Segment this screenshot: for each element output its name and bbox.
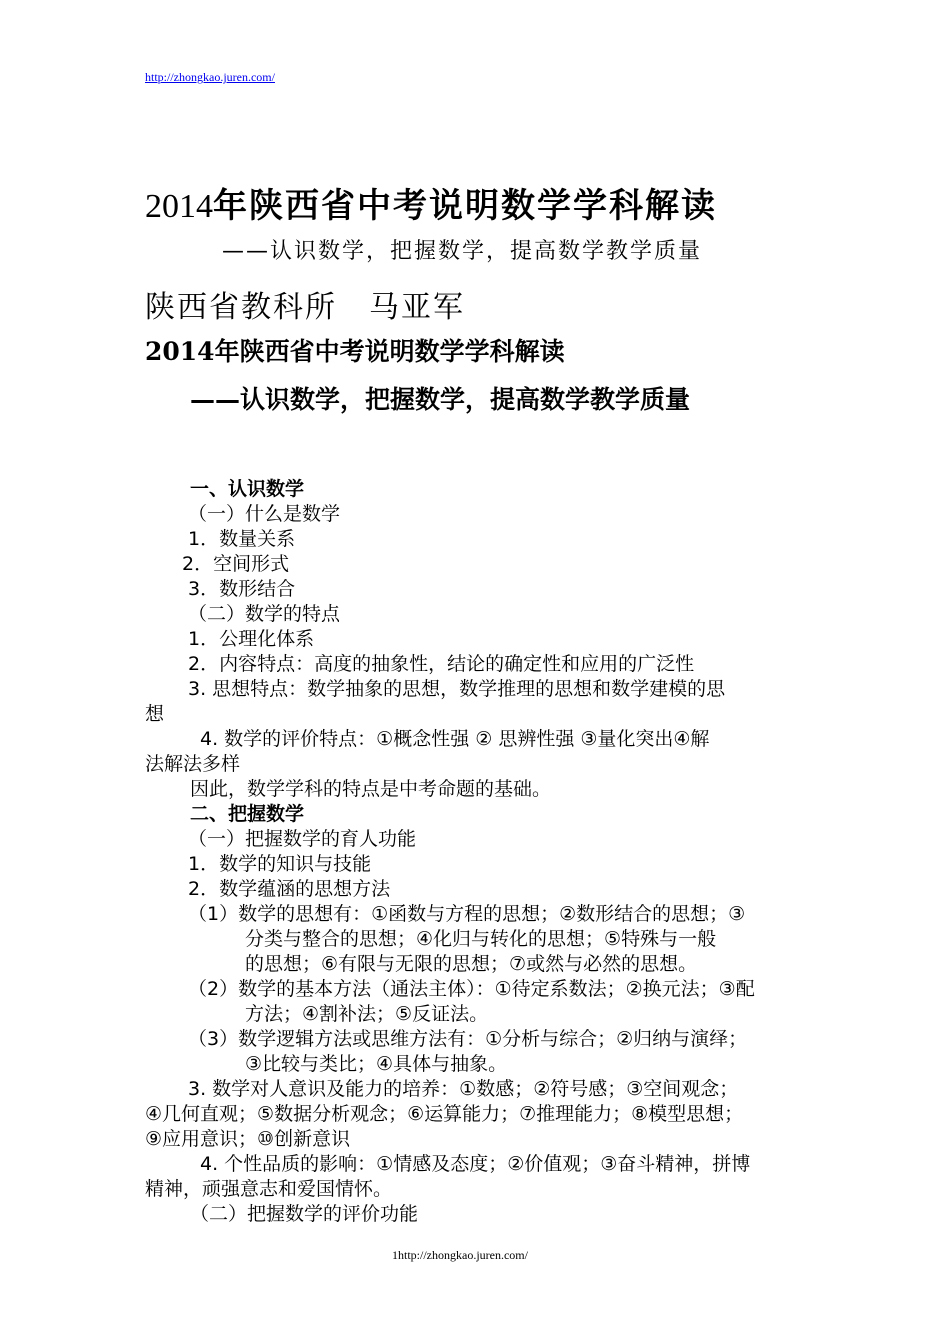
subsection-heading: （二）数学的特点 [188,603,341,625]
paragraph-line: ④几何直观；⑤数据分析观念；⑥运算能力；⑦推理能力；⑧模型思想； [145,1103,744,1125]
section-heading: 二、把握数学 [190,803,305,825]
doc-subtitle-bold: ——认识数学，把握数学，提高数学教学质量 [190,385,691,414]
paragraph-line: 分类与整合的思想；④化归与转化的思想；⑤特殊与一般 [245,928,717,950]
paragraph-line: （2）数学的基本方法（通法主体）：①待定系数法；②换元法；③配 [188,978,755,1000]
header-link[interactable]: http://zhongkao.juren.com/ [145,70,275,84]
title-year: 2014 [145,188,213,225]
list-item: 3．数形结合 [188,578,296,600]
author-line: 陕西省教科所 马亚军 [145,290,465,325]
list-item: 2．数学蕴涵的思想方法 [188,878,391,900]
paragraph-line: （1）数学的思想有：①函数与方程的思想；②数形结合的思想；③ [188,903,746,925]
doc-subtitle: ——认识数学，把握数学，提高数学教学质量 [222,239,703,264]
paragraph-line: 精神，顽强意志和爱国情怀。 [145,1178,393,1200]
subsection-heading: （一）把握数学的育人功能 [188,828,417,850]
title-text: 年陕西省中考说明数学学科解读 [213,186,717,226]
list-item: 1．数学的知识与技能 [188,853,372,875]
list-item: 2．空间形式 [182,553,290,575]
paragraph-line: ③比较与类比；④具体与抽象。 [245,1053,508,1075]
paragraph-line: 3. 思想特点：数学抽象的思想，数学推理的思想和数学建模的思 [188,678,726,700]
paragraph-line: 3. 数学对人意识及能力的培养：①数感；②符号感；③空间观念； [188,1078,739,1100]
paragraph-line: 方法；④割补法；⑤反证法。 [245,1003,489,1025]
paragraph-line: 因此，数学学科的特点是中考命题的基础。 [190,778,552,800]
section-heading: 一、认识数学 [190,478,305,500]
paragraph-line: ⑨应用意识；⑩创新意识 [145,1128,351,1150]
paragraph-line: 想 [145,703,165,725]
list-item: 2．内容特点：高度的抽象性，结论的确定性和应用的广泛性 [188,653,695,675]
doc-title-bold: 2014年陕西省中考说明数学学科解读 [145,337,565,366]
subsection-heading: （一）什么是数学 [188,503,341,525]
paragraph-line: 4. 个性品质的影响：①情感及态度；②价值观；③奋斗精神，拼博 [200,1153,751,1175]
paragraph-line: （3）数学逻辑方法或思维方法有：①分析与综合；②归纳与演绎； [188,1028,748,1050]
page-footer: 1http://zhongkao.juren.com/ [392,1248,528,1262]
paragraph-line: 法解法多样 [145,753,241,775]
list-item: 1．公理化体系 [188,628,315,650]
doc-title [145,178,717,227]
paragraph-line: 的思想；⑥有限与无限的思想；⑦或然与必然的思想。 [245,953,698,975]
subsection-heading: （二）把握数学的评价功能 [190,1203,419,1225]
list-item: 1．数量关系 [188,528,296,550]
paragraph-line: 4. 数学的评价特点：①概念性强 ② 思辨性强 ③量化突出④解 [200,728,710,750]
